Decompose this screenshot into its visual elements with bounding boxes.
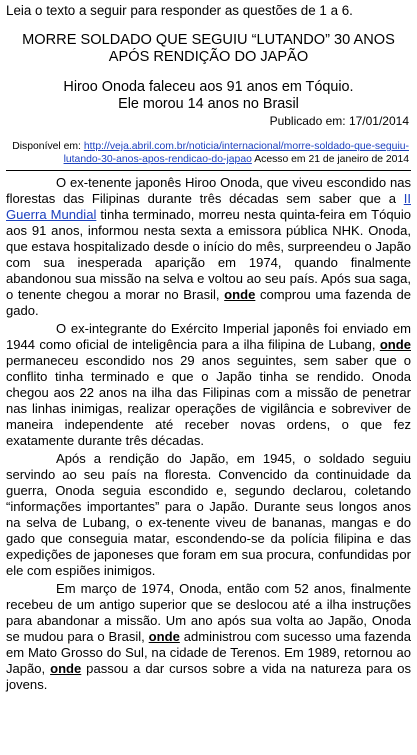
onde-highlight: onde — [379, 337, 411, 352]
source-access-date: Acesso em 21 de janeiro de 2014 — [251, 154, 409, 165]
paragraph-1-text-b: tinha terminado, morreu nesta quinta-feira em Tóquio aos 91 anos, informou nesta sexta a emissora pública NHK. Onoda, que estava hospitalizado desde o início do mês, surpreendeu o Japão com sua inesperada aparição em 1974, quando finalmente abandonou sua missão na selva e voltou ao seu país. Após sua saga, o tenente chegou a morar no Brasil, — [6, 207, 411, 302]
source-prefix: Disponível em: — [12, 141, 84, 152]
headline-line-2: APÓS RENDIÇÃO DO JAPÃO — [108, 49, 309, 65]
source-link[interactable]: http://veja.abril.com.br/noticia/internacional/morre-soldado-que-seguiu-lutando-30-anos-apos-rendicao-do-japao — [63, 141, 409, 165]
source-citation — [6, 140, 409, 166]
paragraph-4-text-c: passou a dar cursos sobre a vida na natureza para os jovens. — [6, 661, 411, 692]
paragraph-1-text-a: O ex-tenente japonês Hiroo Onoda, que viveu escondido nas florestas das Filipinas durante três décadas sem saber que a — [6, 175, 411, 206]
paragraph-1-text-c: comprou uma fazenda de gado. — [6, 287, 411, 318]
published-date: Publicado em: 17/01/2014 — [269, 114, 409, 128]
subtitle-line-1: Hiroo Onoda faleceu aos 91 anos em Tóquio. — [63, 79, 354, 95]
onde-highlight: onde — [148, 629, 180, 644]
headline-line-1: MORRE SOLDADO QUE SEGUIU “LUTANDO” 30 ANOS — [22, 32, 395, 48]
divider — [6, 170, 411, 171]
subtitle — [6, 79, 411, 113]
instructions: Leia o texto a seguir para responder as questões de 1 a 6. — [6, 3, 353, 18]
onde-highlight: onde — [224, 287, 256, 302]
headline — [6, 32, 411, 66]
paragraph-4-text-a: Em março de 1974, Onoda, então com 52 anos, finalmente recebeu de um antigo superior que se deslocou até a ilha instruções para abandonar a missão. Um ano após sua volta ao Japão, Onoda se mudou para o Brasil, — [6, 581, 411, 644]
paragraph-2-text-a: O ex-integrante do Exército Imperial japonês foi enviado em 1944 como oficial de inteligência para a ilha filipina de Lubang, — [6, 321, 411, 352]
paragraph-4 — [6, 581, 411, 693]
article-body — [6, 175, 411, 693]
ii-guerra-mundial-link[interactable]: II Guerra Mundial — [6, 191, 411, 222]
onde-highlight: onde — [50, 661, 82, 676]
paragraph-2 — [6, 321, 411, 449]
paragraph-2-text-b: permaneceu escondido nos 29 anos seguintes, sem saber que o conflito tinha terminado e que o Japão tinha se rendido. Onoda chegou aos 22 anos na ilha das Filipinas com a missão de penetrar nas linhas inimigas, realizar operações de vigilância e sobreviver de maneira independente até receber novas ordens, o que fez exatamente durante três décadas. — [6, 353, 411, 448]
paragraph-1 — [6, 175, 411, 319]
paragraph-4-text-b: administrou com sucesso uma fazenda em Mato Grosso do Sul, na cidade de Terenos. Em 1989, retornou ao Japão, — [6, 629, 411, 676]
subtitle-line-2: Ele morou 14 anos no Brasil — [118, 96, 299, 112]
paragraph-3: Após a rendição do Japão, em 1945, o soldado seguiu servindo ao seu país na floresta. Convencido da continuidade da guerra, Onoda seguia escondido e, segundo declarou, coletando “informações importantes” para o Japão. Durante seus longos anos na selva de Lubang, o ex-tenente viveu de bananas, mangas e do gado que conseguia matar, escondendo-se da polícia filipina e das expedições de japoneses que foram em sua procura, confundidas por ele com espiões inimigos. — [6, 451, 411, 578]
